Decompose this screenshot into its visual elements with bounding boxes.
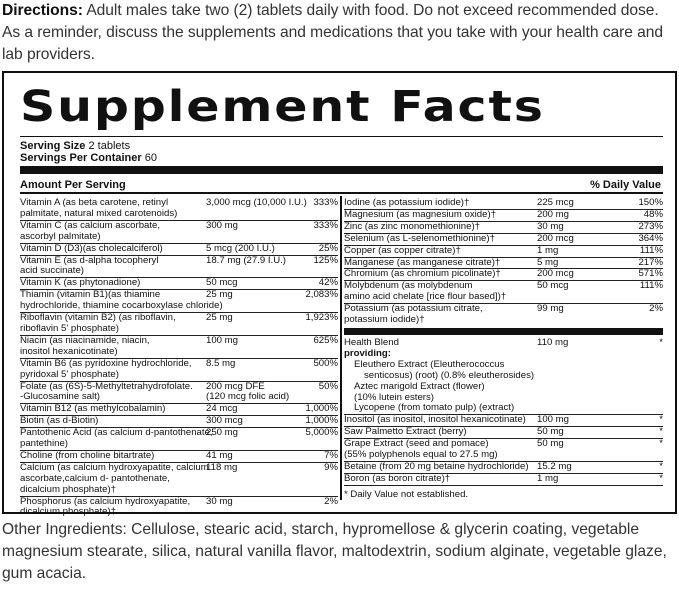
nutrient-amount: 300 mg [206, 219, 238, 231]
nutrient-amount: 30 mg [206, 495, 233, 507]
nutrient-daily-value: * [659, 414, 663, 426]
serving-size [20, 140, 130, 152]
nutrient-amount: 5 mg [537, 256, 559, 268]
serving-size-value: 2 tablets [88, 140, 131, 152]
nutrient-name: Pantothenic Acid (as calcium d-pantothenate, [20, 427, 213, 439]
nutrient-name: Niacin (as niacinamide, niacin, [20, 334, 150, 346]
nutrient-name: Folate (as (6S)-5-Methyltetrahydrofolate. [20, 380, 193, 392]
left-nutrient-row [20, 256, 338, 279]
blend-ingredient-line: Eleuthero Extract (Eleutherococcus [354, 358, 505, 370]
nutrient-daily-value: 50% [318, 380, 338, 392]
nutrient-name-cont: riboflavin 5' phosphate) [20, 322, 119, 334]
directions-body: Adult males take two (2) tablets daily with food. Do not exceed recommended dose. As a reminder, discuss the supplements and medications that you take with your health care and lab providers. [2, 2, 664, 63]
nutrient-daily-value: 625% [313, 334, 338, 346]
panel-title: Supplement Facts [20, 82, 545, 132]
nutrient-name-cont: palmitate, natural mixed carotenoids) [20, 207, 178, 219]
nutrient-amount: 200 mcg [537, 268, 574, 280]
blend-ingredient-line: (10% lutein esters) [354, 391, 434, 403]
nutrient-daily-value: 1,000% [305, 403, 338, 415]
nutrient-name-cont: ascorbyl palmitate) [20, 230, 101, 242]
nutrient-amount: 200 mg [537, 208, 569, 220]
nutrient-name: Inositol (as inositol, inositol hexanicotinate) [344, 414, 526, 426]
directions-text [2, 0, 677, 66]
right-nutrient-row [344, 222, 663, 234]
nutrient-daily-value: 1,000% [305, 415, 338, 427]
servings-per-container-label: Servings Per Container [20, 152, 142, 164]
blend-name: Health Blend [344, 336, 399, 348]
nutrient-name-cont: dicalcium phosphate)† [20, 506, 116, 518]
nutrient-name: Saw Palmetto Extract (berry) [344, 426, 467, 438]
left-nutrient-row [20, 336, 338, 359]
supplement-facts-panel [2, 71, 677, 518]
blend-daily-value: * [659, 336, 663, 348]
directions-label: Directions: [2, 2, 83, 19]
nutrient-name: Boron (as boron citrate)† [344, 472, 451, 484]
nutrient-daily-value: 2% [324, 495, 338, 507]
left-nutrient-row [20, 198, 338, 221]
column-top-rule [20, 192, 663, 194]
nutrient-amount: 1 mg [537, 244, 559, 256]
nutrient-daily-value: 571% [638, 268, 663, 280]
servings-per-container [20, 152, 157, 164]
health-blend-row [344, 338, 663, 349]
nutrient-amount: 50 mcg [206, 277, 238, 289]
nutrient-daily-value: 333% [313, 219, 338, 231]
nutrient-daily-value: 48% [643, 208, 663, 220]
nutrient-amount: 24 mcg [206, 403, 238, 415]
blend-ingredient-line: senticosus) (root) (0.8% eleutherosides) [364, 369, 535, 381]
blend-amount: 110 mg [537, 336, 569, 348]
nutrient-amount: 50 mg [537, 426, 564, 438]
nutrient-name: Zinc (as zinc monomethionine)† [344, 220, 480, 232]
nutrient-daily-value: 1,923% [305, 312, 338, 324]
blend-providing-label: providing: [344, 347, 391, 359]
nutrient-name-cont: hydrochloride, thiamine cocarboxylase chloride) [20, 300, 223, 312]
nutrient-amount: 225 mcg [537, 197, 574, 208]
nutrient-name: Vitamin E (as d-alpha tocopheryl [20, 254, 159, 266]
nutrient-name: Vitamin C (as calcium ascorbate, [20, 219, 161, 231]
nutrient-amount: 50 mg [537, 438, 564, 450]
nutrient-amount: 25 mg [206, 289, 233, 301]
nutrient-name-cont: pantethine) [20, 438, 69, 450]
left-nutrient-row [20, 382, 338, 405]
daily-value-header: % Daily Value [590, 179, 661, 191]
left-nutrient-row [20, 313, 338, 336]
nutrient-name-cont: -Glucosamine salt) [20, 391, 100, 403]
nutrient-name: Molybdenum (as molybdenum [344, 280, 473, 292]
nutrient-name: Selenium (as L-selenomethionine)† [344, 232, 495, 244]
blend-ingredient-line: Lycopene (from tomato pulp) (extract) [354, 402, 515, 414]
nutrient-name: Vitamin B6 (as pyridoxine hydrochloride, [20, 357, 192, 369]
right-nutrient-row [344, 246, 663, 258]
left-nutrient-row [20, 428, 338, 451]
nutrient-daily-value: 500% [313, 357, 338, 369]
nutrient-name: Iodine (as potassium iodide)† [344, 197, 470, 208]
nutrient-daily-value: 111% [639, 244, 663, 256]
nutrient-name: Grape Extract (seed and pomace) [344, 438, 489, 450]
left-nutrient-row [20, 221, 338, 244]
nutrient-daily-value: * [659, 426, 663, 438]
nutrient-amount: 25 mg [206, 312, 233, 324]
nutrient-daily-value: 273% [638, 220, 663, 232]
nutrient-name: Riboflavin (vitamin B2) (as riboflavin, [20, 312, 176, 324]
nutrient-name: Vitamin D (D3)(as cholecalciferol) [20, 242, 163, 254]
daily-value-footnote: * Daily Value not established. [344, 488, 469, 500]
nutrient-name: Copper (as copper citrate)† [344, 244, 461, 256]
header-thick-rule [20, 166, 663, 174]
blend-thick-rule [344, 328, 663, 335]
left-nutrient-row [20, 463, 338, 497]
nutrient-amount: 250 mg [206, 427, 238, 439]
nutrient-name-cont: ascorbate,calcium d- pantothenate, [20, 472, 170, 484]
nutrient-name: Calcium (as calcium hydroxyapatite, calcium [20, 461, 209, 473]
nutrient-name: Vitamin K (as phytonadione) [20, 277, 141, 289]
nutrient-name: Vitamin A (as beta carotene, retinyl [20, 197, 169, 208]
nutrient-amount: 41 mg [206, 449, 233, 461]
nutrient-daily-value: 111% [639, 280, 663, 292]
right2-nutrient-row [344, 439, 663, 462]
nutrient-daily-value: 2,083% [305, 289, 338, 301]
nutrient-daily-value: 125% [313, 254, 338, 266]
nutrient-daily-value: * [659, 438, 663, 450]
nutrient-name: Betaine (from 20 mg betaine hydrochloride) [344, 460, 529, 472]
nutrient-amount: 3,000 mcg (10,000 I.U.) [206, 197, 307, 208]
right-nutrient-row [344, 281, 663, 304]
right2-nutrient-row [344, 474, 663, 486]
nutrient-name-cont: potassium iodide)† [344, 314, 425, 326]
nutrient-name-cont: amino acid chelate [rice flour based])† [344, 291, 507, 303]
nutrient-daily-value: 42% [318, 277, 338, 289]
nutrient-name: Vitamin B12 (as methylcobalamin) [20, 403, 166, 415]
servings-per-container-value: 60 [144, 152, 157, 164]
blend-ingredient-line: Aztec marigold Extract (flower) [354, 380, 485, 392]
nutrient-name: Chromium (as chromium picolinate)† [344, 268, 501, 280]
nutrient-daily-value: 7% [324, 449, 338, 461]
nutrient-daily-value: 333% [313, 197, 338, 208]
serving-size-label: Serving Size [20, 140, 86, 152]
nutrient-daily-value: 150% [638, 197, 663, 208]
nutrient-amount: 50 mcg [537, 280, 569, 292]
nutrient-daily-value: 5,000% [305, 427, 338, 439]
nutrient-amount: 18.7 mg (27.9 I.U.) [206, 254, 286, 266]
nutrient-daily-value: 25% [318, 242, 338, 254]
nutrient-name: Potassium (as potassium citrate, [344, 303, 483, 315]
nutrient-amount: 118 mg [206, 461, 238, 473]
nutrient-name: Biotin (as d-Biotin) [20, 415, 99, 427]
nutrient-amount: 200 mcg [537, 232, 574, 244]
nutrient-amount: 1 mg [537, 472, 559, 484]
amount-per-serving-header: Amount Per Serving [20, 179, 126, 191]
nutrient-name: Manganese (as manganese citrate)† [344, 256, 501, 268]
nutrient-amount: 200 mcg DFE (120 mcg folic acid) [206, 380, 290, 403]
right-nutrient-row [344, 234, 663, 246]
right-nutrient-column [344, 198, 663, 500]
other-ingredients: Other Ingredients: Cellulose, stearic acid, starch, hypromellose & glycerin coating, vegetable magnesium stearate, silica, natural vanilla flavor, maltodextrin, sodium alginate, vegetable glaze, gum acacia. [2, 521, 667, 582]
left-nutrient-row [20, 359, 338, 382]
nutrient-daily-value: 9% [324, 461, 338, 473]
nutrient-daily-value: 217% [638, 256, 663, 268]
nutrient-name: Choline (from choline bitartrate) [20, 449, 155, 461]
nutrient-name: Thiamin (vitamin B1)(as thiamine [20, 289, 161, 301]
right-nutrient-row [344, 304, 663, 326]
left-nutrient-column [20, 198, 338, 518]
column-divider [340, 196, 342, 500]
nutrient-amount: 99 mg [537, 303, 564, 315]
nutrient-amount: 300 mcg [206, 415, 243, 427]
blend-ingredients [344, 360, 663, 416]
nutrient-daily-value: * [659, 472, 663, 484]
nutrient-amount: 5 mcg (200 I.U.) [206, 242, 275, 254]
nutrient-name: Magnesium (as magnesium oxide)† [344, 208, 496, 220]
nutrient-amount: 15.2 mg [537, 460, 572, 472]
left-nutrient-row [20, 290, 338, 313]
nutrient-amount: 100 mg [206, 334, 238, 346]
nutrient-name-cont: dicalcium phosphate)† [20, 483, 116, 495]
nutrient-amount: 30 mg [537, 220, 564, 232]
nutrient-daily-value: 2% [649, 303, 663, 315]
title-rule [20, 136, 663, 137]
nutrient-name-cont: inositol hexanicotinate) [20, 345, 118, 357]
nutrient-daily-value: 364% [638, 232, 663, 244]
nutrient-amount: 100 mg [537, 414, 569, 426]
nutrient-name-cont: (55% polyphenols equal to 27.5 mg) [344, 449, 498, 461]
nutrient-amount: 8.5 mg [206, 357, 236, 369]
nutrient-name-cont: pyridoxal 5' phosphate) [20, 368, 119, 380]
nutrient-name-cont: acid succinate) [20, 265, 84, 277]
nutrient-name: Phosphorus (as calcium hydroxyapatite, [20, 495, 191, 507]
left-nutrient-row [20, 244, 338, 256]
left-nutrient-row [20, 497, 338, 519]
nutrient-daily-value: * [659, 460, 663, 472]
